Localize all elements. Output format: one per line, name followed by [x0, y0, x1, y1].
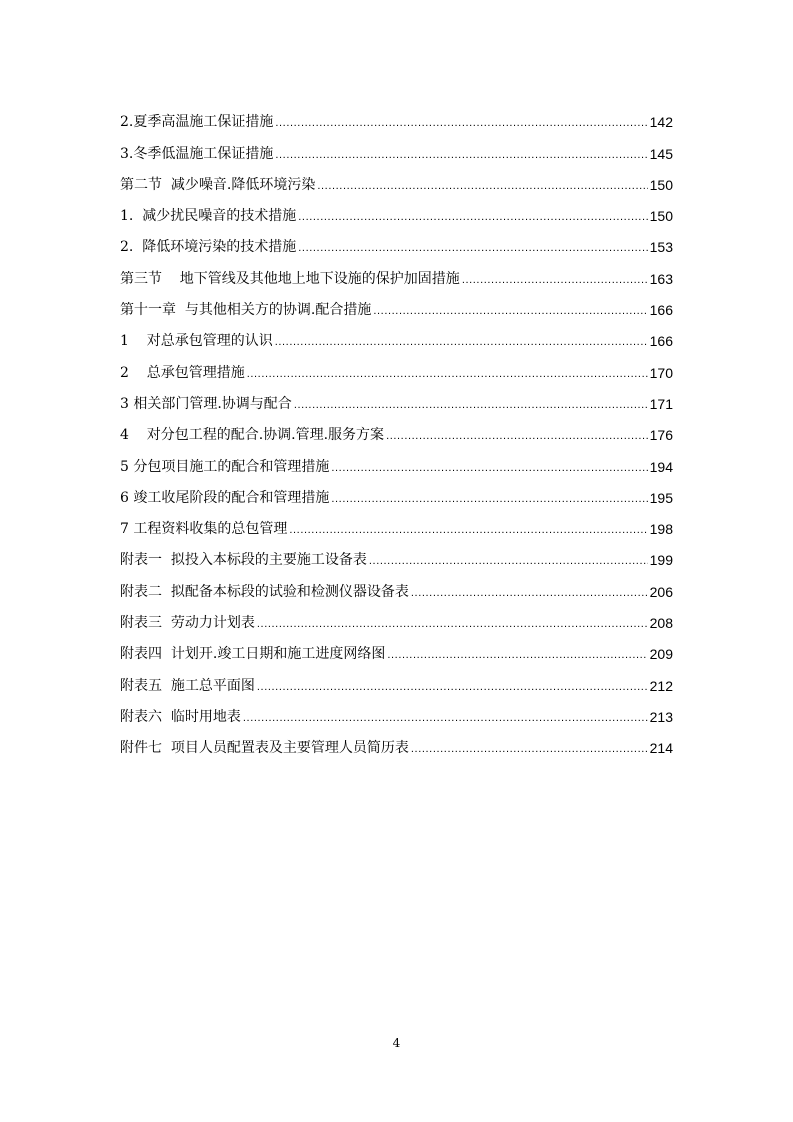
toc-entry-page: 150 — [649, 208, 673, 225]
toc-dot-leader — [243, 707, 648, 727]
toc-entry-title: 第三节 地下管线及其他地上地下设施的保护加固措施 — [120, 270, 460, 287]
toc-entry-title: 2. 降低环境污染的技术措施 — [120, 239, 297, 256]
toc-entry[interactable] — [120, 320, 673, 351]
toc-entry-page: 170 — [649, 364, 673, 381]
toc-entry-page: 153 — [649, 239, 673, 256]
toc-entry-title: 附表四 计划开.竣工日期和施工进度网络图 — [120, 646, 386, 663]
toc-entry[interactable] — [120, 195, 673, 226]
toc-entry[interactable] — [120, 226, 673, 257]
toc-entry-title: 附表二 拟配备本标段的试验和检测仪器设备表 — [120, 583, 409, 600]
toc-entry-title: 附表三 劳动力计划表 — [120, 615, 255, 632]
toc-dot-leader — [387, 644, 647, 664]
toc-entry-title: 6 竣工收尾阶段的配合和管理措施 — [120, 489, 330, 506]
toc-dot-leader — [331, 488, 647, 508]
toc-entry[interactable] — [120, 570, 673, 601]
toc-dot-leader — [462, 269, 648, 289]
toc-entry[interactable] — [120, 539, 673, 570]
page-number: 4 — [392, 1036, 401, 1050]
toc-entry[interactable] — [120, 351, 673, 382]
toc-dot-leader — [247, 363, 648, 383]
toc-dot-leader — [257, 613, 648, 633]
toc-entry-page: 194 — [649, 458, 673, 475]
toc-dot-leader — [275, 331, 648, 351]
toc-entry-page: 214 — [649, 740, 673, 757]
toc-dot-leader — [369, 550, 648, 570]
toc-entry-title: 7 工程资料收集的总包管理 — [120, 521, 288, 538]
toc-entry[interactable] — [120, 633, 673, 664]
toc-entry-title: 第十一章 与其他相关方的协调.配合措施 — [120, 302, 372, 319]
toc-entry-page: 163 — [649, 270, 673, 287]
toc-entry-title: 2 总承包管理措施 — [120, 364, 245, 381]
toc-entry-page: 171 — [649, 395, 673, 412]
toc-entry-title: 附表五 施工总平面图 — [120, 677, 255, 694]
toc-entry[interactable] — [120, 164, 673, 195]
toc-dot-leader — [411, 582, 648, 602]
toc-entry-title: 3 相关部门管理.协调与配合 — [120, 395, 292, 412]
toc-entry[interactable] — [120, 602, 673, 633]
toc-dot-leader — [331, 457, 647, 477]
toc-entry[interactable] — [120, 477, 673, 508]
toc-entry[interactable] — [120, 132, 673, 163]
toc-entry-title: 第二节 减少噪音.降低环境污染 — [120, 176, 316, 193]
toc-entry-page: 150 — [649, 176, 673, 193]
toc-entry-page: 209 — [649, 646, 673, 663]
toc-dot-leader — [373, 300, 647, 320]
toc-entry-page: 166 — [649, 302, 673, 319]
toc-entry-title: 5 分包项目施工的配合和管理措施 — [120, 458, 330, 475]
toc-entry-page: 142 — [649, 114, 673, 131]
toc-entry-title: 附表六 临时用地表 — [120, 708, 241, 725]
toc-entry-page: 195 — [649, 489, 673, 506]
toc-dot-leader — [275, 112, 647, 132]
toc-entry-page: 199 — [649, 552, 673, 569]
toc-entry[interactable] — [120, 414, 673, 445]
toc-dot-leader — [275, 144, 647, 164]
table-of-contents — [120, 101, 673, 758]
toc-entry[interactable] — [120, 101, 673, 132]
toc-dot-leader — [294, 394, 648, 414]
toc-entry-page: 145 — [649, 145, 673, 162]
toc-entry[interactable] — [120, 289, 673, 320]
toc-entry-title: 1. 减少扰民噪音的技术措施 — [120, 208, 297, 225]
toc-entry[interactable] — [120, 696, 673, 727]
toc-entry-title: 1 对总承包管理的认识 — [120, 333, 273, 350]
toc-entry-page: 166 — [649, 333, 673, 350]
toc-dot-leader — [386, 425, 648, 445]
toc-entry-page: 206 — [649, 583, 673, 600]
toc-entry-title: 附件七 项目人员配置表及主要管理人员简历表 — [120, 740, 409, 757]
toc-dot-leader — [298, 206, 647, 226]
toc-entry-page: 212 — [649, 677, 673, 694]
toc-dot-leader — [257, 676, 648, 696]
toc-entry-title: 4 对分包工程的配合.协调.管理.服务方案 — [120, 427, 385, 444]
toc-entry[interactable] — [120, 257, 673, 288]
toc-dot-leader — [317, 175, 647, 195]
toc-entry-title: 3.冬季低温施工保证措施 — [120, 145, 274, 162]
toc-dot-leader — [298, 237, 647, 257]
toc-entry-title: 2.夏季高温施工保证措施 — [120, 114, 274, 131]
toc-entry-page: 213 — [649, 708, 673, 725]
toc-dot-leader — [289, 519, 647, 539]
toc-entry-title: 附表一 拟投入本标段的主要施工设备表 — [120, 552, 367, 569]
toc-entry-page: 198 — [649, 521, 673, 538]
toc-entry[interactable] — [120, 383, 673, 414]
toc-dot-leader — [411, 738, 648, 758]
toc-entry[interactable] — [120, 664, 673, 695]
toc-entry[interactable] — [120, 727, 673, 758]
toc-entry[interactable] — [120, 445, 673, 476]
toc-entry[interactable] — [120, 508, 673, 539]
toc-entry-page: 208 — [649, 615, 673, 632]
toc-entry-page: 176 — [649, 427, 673, 444]
